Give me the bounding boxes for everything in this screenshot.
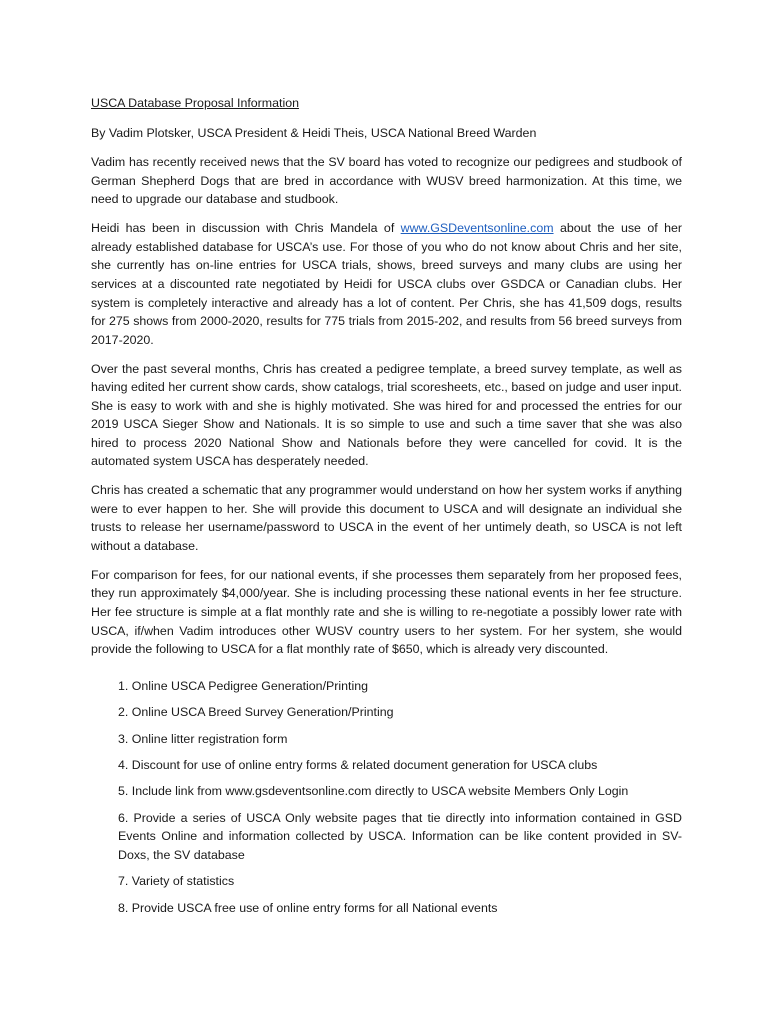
list-item: 7. Variety of statistics bbox=[118, 874, 235, 889]
services-list bbox=[91, 677, 682, 918]
paragraph-fees: For comparison for fees, for our national events, if she processes them separately from her proposed fees, they run approximately $4,000/year. She is including processing these national events in her fee structure. Her fee structure is simple at a flat monthly rate and she is willing to re-negotiate a possibly lower rate with USCA, if/when Vadim introduces other WUSV country users to her system. For her system, she would provide the following to USCA for a flat monthly rate of $650, which is already very discounted. bbox=[91, 567, 682, 657]
paragraph-sv-recognition: Vadim has recently received news that the SV board has voted to recognize our pedigrees and studbook of German Shepherd Dogs that are bred in accordance with WUSV breed harmonization. At this time, we need to upgrade our database and studbook. bbox=[91, 155, 682, 207]
list-item: 4. Discount for use of online entry forms & related document generation for USCA clubs bbox=[118, 757, 598, 772]
document-byline: By Vadim Plotsker, USCA President & Heidi Theis, USCA National Breed Warden bbox=[91, 125, 537, 140]
paragraph-text-before-link: Heidi has been in discussion with Chris Mandela of bbox=[91, 221, 401, 236]
list-item: 5. Include link from www.gsdeventsonline.com directly to USCA website Members Only Login bbox=[118, 784, 629, 799]
list-item: 1. Online USCA Pedigree Generation/Printing bbox=[118, 678, 369, 693]
list-item: 2. Online USCA Breed Survey Generation/Printing bbox=[118, 705, 394, 720]
paragraph-schematic: Chris has created a schematic that any programmer would understand on how her system works if anything were to ever happen to her. She will provide this document to USCA and will designate an individual she trusts to release her username/password to USCA in the event of her untimely death, so USCA is not left without a database. bbox=[91, 483, 682, 554]
list-item: 8. Provide USCA free use of online entry forms for all National events bbox=[118, 900, 498, 915]
document-title: USCA Database Proposal Information bbox=[91, 96, 299, 110]
list-item: 3. Online litter registration form bbox=[118, 731, 288, 746]
paragraph-templates: Over the past several months, Chris has created a pedigree template, a breed survey template, as well as having edited her current show cards, show catalogs, trial scoresheets, etc., based on judge and user input. She is easy to work with and she is highly motivated. She was hired for and processed the entries for our 2019 USCA Sieger Show and Nationals. It is so simple to use and such a time saver that she was also hired to process 2020 National Show and Nationals before they were cancelled for covid. It is the automated system USCA has desperately needed. bbox=[91, 361, 682, 469]
paragraph-chris-database bbox=[91, 219, 682, 349]
list-item: 6. Provide a series of USCA Only website pages that tie directly into information contained in GSD Events Online and information collected by USCA. Information can be like content provided in SV-Doxs, the SV database bbox=[118, 810, 682, 862]
gsdeventsonline-link[interactable]: www.GSDeventsonline.com bbox=[400, 221, 554, 236]
paragraph-text-after-link: about the use of her already established database for USCA’s use. For those of you who do not know about Chris and her site, she currently has on-line entries for USCA trials, shows, breed surveys and many clubs are using her services at a discounted rate negotiated by Heidi for USCA clubs over GSDCA or Canadian clubs. Her system is completely interactive and already has a lot of content. Per Chris, she has 41,509 dogs, results for 275 shows from 2000-2020, results for 775 trials from 2015-202, and results from 56 breed surveys from 2017-2020. bbox=[91, 221, 682, 347]
